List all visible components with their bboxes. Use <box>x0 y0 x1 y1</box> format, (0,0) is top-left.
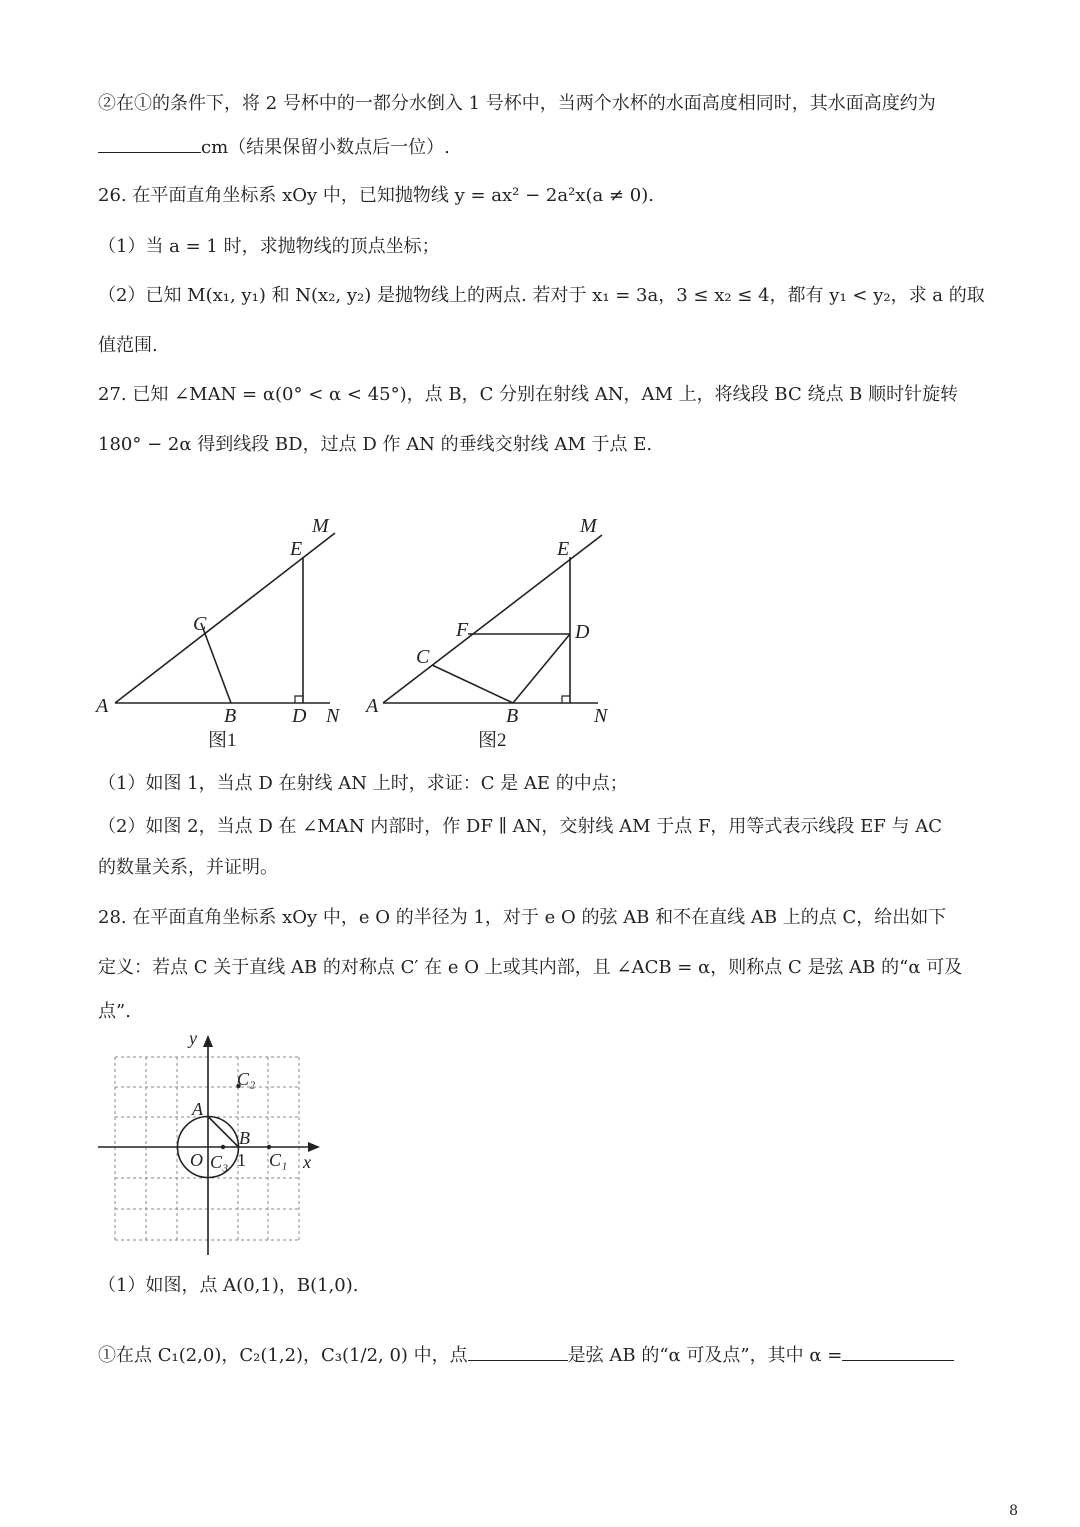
figure-2 <box>364 515 609 751</box>
label-C3: C₃ <box>210 1152 229 1172</box>
q26-part2-line2: 值范围. <box>98 335 158 356</box>
page-number: 8 <box>1009 1503 1018 1519</box>
fig2-label-F: F <box>456 619 469 641</box>
q27-figures <box>90 505 650 755</box>
fig1-caption: 图1 <box>208 730 237 751</box>
q28-stem-line2: 定义：若点 C 关于直线 AB 的对称点 C′ 在 e O 上或其内部，且 ∠ACB = α，则称点 C 是弦 AB 的“α 可及 <box>98 957 963 978</box>
q25-part2-line2 <box>98 136 450 160</box>
fig2-label-B: B <box>506 705 519 727</box>
fig2-label-D: D <box>575 621 590 643</box>
label-one: 1 <box>237 1150 246 1170</box>
q25-part2-line2-text: cm（结果保留小数点后一位）. <box>201 137 450 158</box>
label-B: B <box>239 1128 250 1148</box>
fig1-label-A: A <box>96 695 109 717</box>
q28-sub1-pre: ①在点 C₁(2,0)，C₂(1,2)，C₃(1/2, 0) 中，点 <box>98 1345 468 1366</box>
q28-part1: （1）如图，点 A(0,1)，B(1,0). <box>98 1275 359 1296</box>
fig2-label-A: A <box>366 695 379 717</box>
fig2-caption: 图2 <box>478 730 507 751</box>
q26-part1: （1）当 a = 1 时，求抛物线的顶点坐标； <box>98 236 440 257</box>
fig2-label-N: N <box>594 705 608 727</box>
fig1-label-E: E <box>290 538 303 560</box>
label-C1: C₁ <box>269 1150 288 1170</box>
q26-part2-line1: （2）已知 M(x₁, y₁) 和 N(x₂, y₂) 是抛物线上的两点. 若对于 x₁ = 3a，3 ≤ x₂ ≤ 4，都有 y₁ < y₂，求 a 的取 <box>98 285 985 306</box>
q25-part2-line1: ②在①的条件下，将 2 号杯中的一都分水倒入 1 号杯中，当两个水杯的水面高度相同时，其水面高度约为 <box>98 93 936 114</box>
fig1-label-M: M <box>312 515 329 537</box>
q28-coordinate-figure <box>96 1025 336 1260</box>
x-axis-arrow-icon <box>308 1142 320 1152</box>
point-C1 <box>267 1145 271 1149</box>
label-x: x <box>303 1152 311 1172</box>
fig1-label-N: N <box>326 705 340 727</box>
fig1-label-B: B <box>224 705 237 727</box>
label-C2: C₂ <box>237 1069 256 1089</box>
q28-sub1-mid: 是弦 AB 的“α 可及点”，其中 α = <box>567 1345 843 1366</box>
fig2-label-M: M <box>580 515 597 537</box>
label-O: O <box>190 1150 203 1170</box>
q27-stem-line1: 27. 已知 ∠MAN = α(0° < α < 45°)，点 B，C 分别在射线 AN，AM 上，将线段 BC 绕点 B 顺时针旋转 <box>98 384 959 405</box>
fig2-label-C: C <box>416 646 430 668</box>
q27-stem-line2: 180° − 2α 得到线段 BD，过点 D 作 AN 的垂线交射线 AM 于点 E. <box>98 434 653 455</box>
y-axis-arrow-icon <box>203 1035 213 1047</box>
label-y: y <box>189 1028 197 1048</box>
q26-stem: 26. 在平面直角坐标系 xOy 中，已知抛物线 y = ax² − 2a²x(a ≠ 0). <box>98 185 654 206</box>
figure-1 <box>94 515 341 751</box>
q28-part1-sub1 <box>98 1344 954 1368</box>
q27-part1: （1）如图 1，当点 D 在射线 AN 上时，求证：C 是 AE 的中点； <box>98 773 628 794</box>
fig1-label-D: D <box>292 705 307 727</box>
answer-blank-alpha[interactable] <box>842 1360 954 1361</box>
q28-stem-line1: 28. 在平面直角坐标系 xOy 中，e O 的半径为 1，对于 e O 的弦 AB 和不在直线 AB 上的点 C，给出如下 <box>98 907 947 928</box>
q27-part2-line1: （2）如图 2，当点 D 在 ∠MAN 内部时，作 DF ∥ AN，交射线 AM 于点 F，用等式表示线段 EF 与 AC <box>98 816 943 837</box>
fig1-label-C: C <box>193 613 207 635</box>
point-C3 <box>221 1145 225 1149</box>
fig2-label-E: E <box>557 538 570 560</box>
answer-blank-point[interactable] <box>468 1360 568 1361</box>
grid <box>115 1057 299 1240</box>
answer-blank[interactable] <box>98 152 201 153</box>
label-A: A <box>192 1099 203 1119</box>
q27-part2-line2: 的数量关系，并证明。 <box>98 857 278 878</box>
q28-stem-line3: 点”. <box>98 1001 131 1022</box>
